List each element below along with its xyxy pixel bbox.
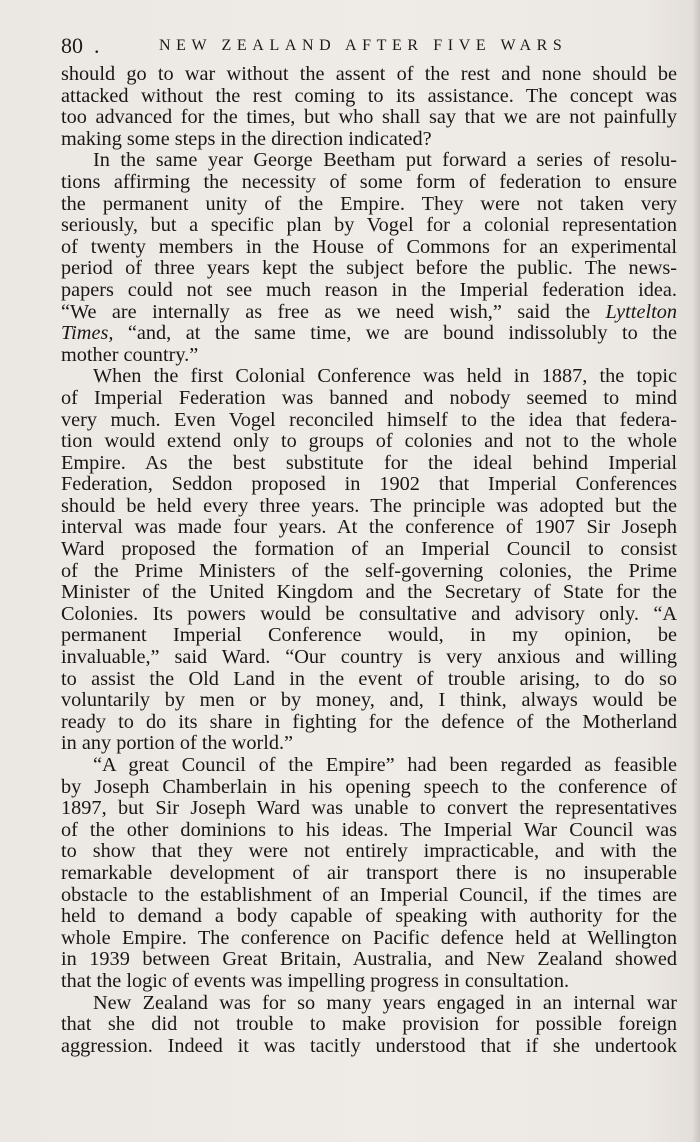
text-line: that she did not trouble to make provision for possible foreign [61,1014,677,1036]
text-line: that the logic of events was impelling progress in consultation. [61,970,570,992]
text-line: of the other dominions to his ideas. The Imperial War Council was [61,819,677,841]
text-line: tion would extend only to groups of colonies and not to the whole [61,431,677,453]
text-line: aggression. Indeed it was tacitly understood that if she undertook [61,1035,677,1057]
text-line: invaluable,” said Ward. “Our country is very anxious and willing [61,647,677,669]
running-title: NEW ZEALAND AFTER FIVE WARS [159,37,568,54]
text-line [61,323,677,345]
line-text: “We are internally as free as we need wish,” said the [61,301,606,323]
text-line: of Imperial Federation was banned and nobody seemed to mind [61,387,677,409]
text-line: too advanced for the times, but who shall say that we are not painfully [61,107,677,129]
text-line: remarkable development of air transport there is no insuperable [61,862,677,884]
text-line: Colonies. Its powers would be consultative and advisory only. “A [61,603,677,625]
text-line: should be held every three years. The principle was adopted but the [61,495,677,517]
text-line: In the same year George Beetham put forward a series of resolu- [93,150,677,172]
text-line: papers could not see much reason in the Imperial federation idea. [61,279,677,301]
italic-text: Lyttelton [605,301,677,323]
text-line: to assist the Old Land in the event of trouble arising, to do so [61,668,677,690]
text-line: Empire. As the best substitute for the ideal behind Imperial [61,452,677,474]
text-line: obstacle to the establishment of an Imperial Council, if the times are [61,884,677,906]
running-head [61,32,677,62]
text-line: should go to war without the assent of the rest and none should be [61,64,677,85]
page-number: 80 [61,33,83,58]
text-line: permanent Imperial Conference would, in my opinion, be [61,625,677,647]
text-line: mother country.” [61,344,199,366]
text-line: seriously, but a specific plan by Vogel for a colonial representation [61,215,677,237]
text-line: voluntarily by men or by money, and, I think, always would be [61,690,677,712]
text-line: When the first Colonial Conference was held in 1887, the topic [93,366,677,388]
text-line: by Joseph Chamberlain in his opening speech to the conference of [61,776,677,798]
text-line: Ward proposed the formation of an Imperial Council to consist [61,539,677,561]
text-line: the permanent unity of the Empire. They were not taken very [61,193,677,215]
page-edge-shadow [692,0,700,1142]
line-text: “and, at the same time, we are bound indissolubly to the [113,323,677,345]
text-line: 1897, but Sir Joseph Ward was unable to convert the representatives [61,798,677,820]
text-line: interval was made four years. At the conference of 1907 Sir Joseph [61,517,677,539]
text-line: in 1939 between Great Britain, Australia, and New Zealand showed [61,949,677,971]
text-line: period of three years kept the subject before the public. The news- [61,258,677,280]
text-line [61,302,677,324]
text-line: Minister of the United Kingdom and the Secretary of State for the [61,582,677,604]
text-line: very much. Even Vogel reconciled himself to the idea that federa- [61,409,677,431]
text-line: “A great Council of the Empire” had been regarded as feasible [93,755,677,776]
text-line: held to demand a body capable of speaking with authority for the [61,906,677,928]
text-line: of twenty members in the House of Commons for an experimental [61,236,677,258]
text-line: ready to do its share in fighting for the defence of the Motherland [61,711,677,733]
text-line: attacked without the rest coming to its assistance. The concept was [61,85,677,107]
text-line: tions affirming the necessity of some form of federation to ensure [61,171,677,193]
text-line: making some steps in the direction indicated? [61,128,432,150]
running-head-separator: . [94,33,100,58]
text-line: to show that they were not entirely impracticable, and with the [61,841,677,863]
text-line: Federation, Seddon proposed in 1902 that Imperial Conferences [61,474,677,496]
text-line: New Zealand was for so many years engaged in an internal war [93,992,677,1014]
text-line: in any portion of the world.” [61,733,294,755]
italic-text: Times, [61,323,114,345]
body-text [61,64,677,1057]
text-line: of the Prime Ministers of the self-governing colonies, the Prime [61,560,677,582]
text-line: whole Empire. The conference on Pacific defence held at Wellington [61,927,677,949]
